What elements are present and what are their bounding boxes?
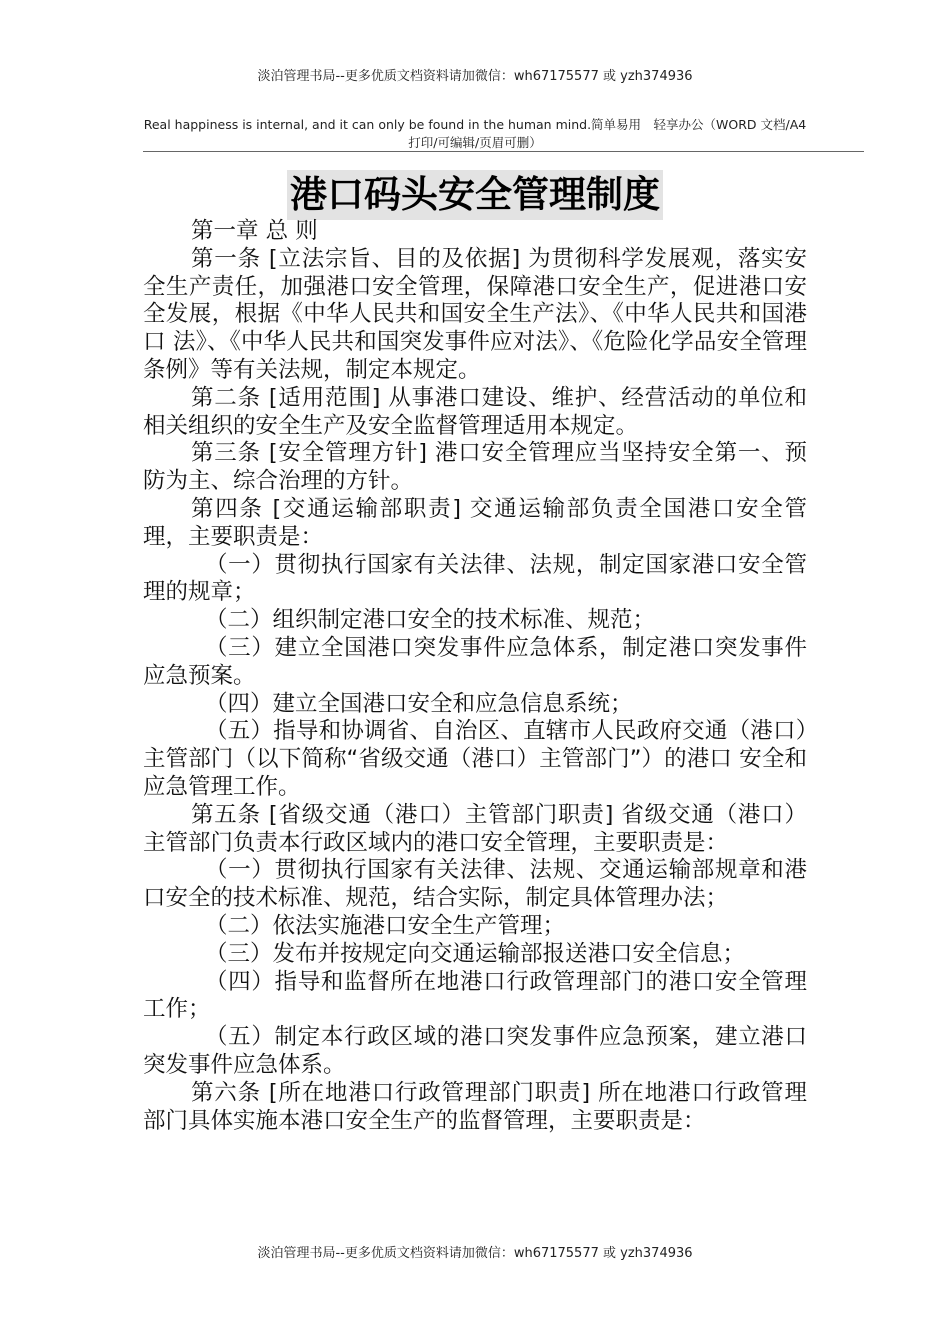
article-5-item-1: （一）贯彻执行国家有关法律、法规、交通运输部规章和港口安全的技术标准、规范，结合实际，制定具体管理办法； bbox=[143, 857, 807, 912]
article-6: 第六条 [所在地港口行政管理部门职责] 所在地港口行政管理部门具体实施本港口安全生产的监督管理，主要职责是： bbox=[143, 1079, 807, 1134]
article-2: 第二条 [适用范围] 从事港口建设、维护、经营活动的单位和相关组织的安全生产及安全监督管理适用本规定。 bbox=[143, 384, 807, 439]
document-title-text: 港口码头安全管理制度 bbox=[287, 170, 663, 220]
page-header-contact: 淡泊管理书局--更多优质文档资料请加微信：wh67175577 或 yzh374936 bbox=[257, 69, 693, 84]
article-5-item-4: （四）指导和监督所在地港口行政管理部门的港口安全管理工作； bbox=[143, 968, 807, 1023]
article-4-item-4: （四）建立全国港口安全和应急信息系统； bbox=[205, 690, 633, 717]
article-3: 第三条 [安全管理方针] 港口安全管理应当坚持安全第一、预防为主、综合治理的方针。 bbox=[143, 440, 807, 495]
header-divider bbox=[143, 151, 864, 152]
article-5-item-3: （三）发布并按规定向交通运输部报送港口安全信息； bbox=[205, 940, 746, 967]
page-footer-contact: 淡泊管理书局--更多优质文档资料请加微信：wh67175577 或 yzh374936 bbox=[257, 1246, 693, 1261]
document-body bbox=[143, 218, 807, 1135]
article-4-item-3: （三）建立全国港口突发事件应急体系，制定港口突发事件应急预案。 bbox=[143, 634, 807, 689]
article-5: 第五条 [省级交通（港口）主管部门职责] 省级交通（港口）主管部门负责本行政区域内的港口安全管理，主要职责是： bbox=[143, 801, 807, 856]
article-4: 第四条 [交通运输部职责] 交通运输部负责全国港口安全管理，主要职责是： bbox=[143, 495, 807, 550]
article-5-item-2: （二）依法实施港口安全生产管理； bbox=[205, 912, 566, 939]
document-title bbox=[0, 170, 950, 220]
chapter-heading: 第一章 总 则 bbox=[191, 218, 318, 244]
article-4-item-2: （二）组织制定港口安全的技术标准、规范； bbox=[205, 607, 656, 634]
article-5-item-5: （五）制定本行政区域的港口突发事件应急预案，建立港口突发事件应急体系。 bbox=[143, 1024, 807, 1078]
article-1: 第一条 [立法宗旨、目的及依据] 为贯彻科学发展观，落实安全生产责任，加强港口安全管理，保障港口安全生产，促进港口安全发展，根据《中华人民共和国安全生产法》、《中华人民共和国港口 法》、《中华人民共和国突发事件应对法》、《危险化学品安全管理条例》等有关法规，制定本规定。 bbox=[143, 245, 807, 383]
article-4-item-1: （一）贯彻执行国家有关法律、法规，制定国家港口安全管理的规章； bbox=[143, 551, 807, 606]
article-4-item-5: （五）指导和协调省、自治区、直辖市人民政府交通（港口）主管部门（以下简称“省级交通（港口）主管部门”）的港口 安全和应急管理工作。 bbox=[143, 718, 807, 800]
page-header-motto: Real happiness is internal, and it can only be found in the human mind.简单易用 轻享办公（WORD 文档/A4 打印/可编辑/页眉可删） bbox=[143, 117, 807, 150]
